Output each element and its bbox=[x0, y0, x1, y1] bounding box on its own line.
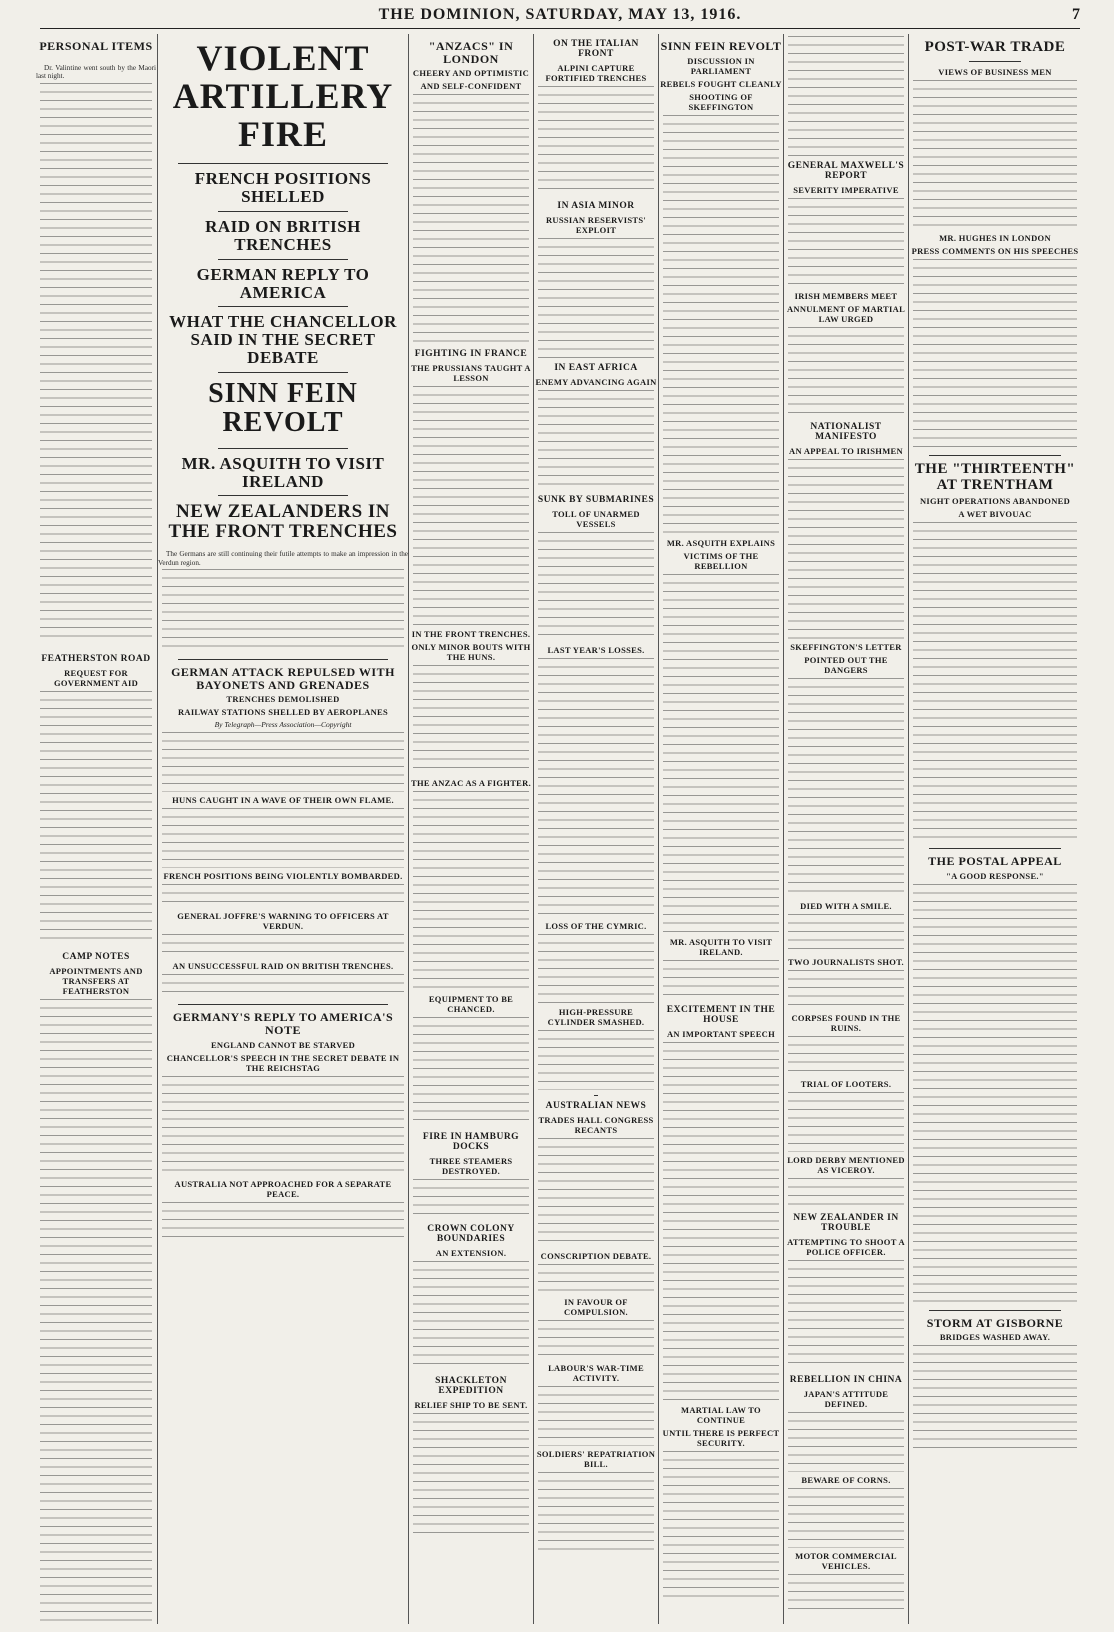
headline-maxwell-report: GENERAL MAXWELL'S REPORT bbox=[787, 161, 905, 181]
text-block bbox=[538, 86, 654, 196]
headline-french-positions: FRENCH POSITIONS SHELLED bbox=[194, 169, 372, 207]
text-block bbox=[913, 884, 1077, 1304]
subheading-martial-law: MARTIAL LAW TO CONTINUE bbox=[681, 1404, 761, 1425]
subheading-front-trenches: IN THE FRONT TRENCHES. bbox=[411, 629, 531, 640]
text-block bbox=[788, 36, 904, 156]
text-block bbox=[538, 934, 654, 1004]
personal-items-heading: PERSONAL ITEMS bbox=[39, 39, 153, 53]
headline-storm-gisborne: STORM AT GISBORNE bbox=[926, 1315, 1064, 1330]
column-7 bbox=[908, 34, 1081, 1624]
subheading-rebels-fought: REBELS FOUGHT CLEANLY bbox=[660, 78, 782, 89]
divider bbox=[929, 848, 1061, 849]
subheading-joffre-warning: GENERAL JOFFRE'S WARNING TO OFFICERS AT VERDUN. bbox=[177, 911, 389, 932]
text-block bbox=[663, 960, 779, 1000]
text-block bbox=[538, 532, 654, 642]
text-block bbox=[663, 115, 779, 535]
subheading-unsuccessful-raid: AN UNSUCCESSFUL RAID ON BRITISH TRENCHES. bbox=[172, 961, 394, 972]
text-block bbox=[162, 974, 404, 998]
headline-rebellion-china: REBELLION IN CHINA bbox=[789, 1374, 903, 1385]
text-block bbox=[162, 569, 404, 653]
text-block bbox=[538, 1320, 654, 1360]
subheading-asquith-explains: MR. ASQUITH EXPLAINS bbox=[666, 537, 776, 548]
text-block bbox=[413, 665, 529, 775]
personal-items-intro: Dr. Valintine went south by the Maori last night. bbox=[36, 63, 156, 81]
divider bbox=[594, 1095, 598, 1096]
subheading-relief-ship: RELIEF SHIP TO BE SENT. bbox=[414, 1399, 528, 1410]
text-block bbox=[788, 1036, 904, 1076]
subheading-last-year-losses: LAST YEAR'S LOSSES. bbox=[547, 644, 645, 655]
text-block bbox=[40, 691, 152, 941]
masthead-title: THE DOMINION, SATURDAY, MAY 13, 1916. bbox=[378, 6, 742, 23]
subheading-french-bombarded: FRENCH POSITIONS BEING VIOLENTLY BOMBARDED. bbox=[163, 871, 403, 882]
text-block bbox=[413, 791, 529, 991]
text-block bbox=[788, 327, 904, 417]
text-block bbox=[788, 970, 904, 1010]
camp-notes-subheading: APPOINTMENTS AND TRANSFERS AT FEATHERSTON bbox=[49, 965, 143, 996]
text-block bbox=[788, 914, 904, 954]
headline-fighting-france: FIGHTING IN FRANCE bbox=[414, 349, 528, 360]
subheading-severity: SEVERITY IMPERATIVE bbox=[793, 184, 899, 195]
text-block bbox=[538, 1030, 654, 1090]
text-block bbox=[40, 83, 152, 643]
subheading-wet-bivouac: A WET BIVOUAC bbox=[958, 509, 1032, 520]
subheading-self-confident: AND SELF-CONFIDENT bbox=[420, 81, 522, 92]
headline-nz-trouble: NEW ZEALANDER IN TROUBLE bbox=[793, 1212, 899, 1233]
text-block bbox=[162, 934, 404, 958]
subheading-trenches-demolished: TRENCHES DEMOLISHED bbox=[226, 694, 340, 705]
divider bbox=[929, 455, 1061, 456]
subheading-died-smile: DIED WITH A SMILE. bbox=[800, 900, 892, 911]
text-block bbox=[538, 1472, 654, 1552]
subheading-huns-flame: HUNS CAUGHT IN A WAVE OF THEIR OWN FLAME. bbox=[172, 795, 394, 806]
subheading-looters: TRIAL OF LOOTERS. bbox=[800, 1078, 892, 1089]
subheading-business-men: VIEWS OF BUSINESS MEN bbox=[938, 66, 1052, 77]
divider bbox=[218, 211, 348, 212]
headline-german-attack: GERMAN ATTACK REPULSED WITH BAYONETS AND GRENADES bbox=[171, 665, 395, 692]
subheading-trades-hall: TRADES HALL CONGRESS RECANTS bbox=[538, 1114, 654, 1135]
subheading-repatriation: SOLDIERS' REPATRIATION BILL. bbox=[536, 1448, 656, 1469]
featherston-heading: FEATHERSTON ROAD bbox=[41, 653, 151, 664]
subheading-press-comments: PRESS COMMENTS ON HIS SPEECHES bbox=[911, 245, 1079, 256]
divider bbox=[178, 163, 388, 164]
divider bbox=[218, 306, 348, 307]
headline-nationalist-manifesto: NATIONALIST MANIFESTO bbox=[810, 421, 882, 442]
subheading-skeffington-letter: SKEFFINGTON'S LETTER bbox=[790, 641, 902, 652]
camp-notes-heading: CAMP NOTES bbox=[62, 951, 130, 962]
column-2 bbox=[157, 34, 408, 1624]
subheading-japan: JAPAN'S ATTITUDE DEFINED. bbox=[803, 1388, 889, 1409]
headline-german-reply: GERMAN REPLY TO AMERICA bbox=[196, 264, 370, 302]
featherston-subheading: REQUEST FOR GOVERNMENT AID bbox=[53, 667, 139, 688]
text-block bbox=[538, 1138, 654, 1248]
text-block bbox=[913, 1345, 1077, 1455]
headline-thirteenth-trentham: THE "THIRTEENTH" AT TRENTHAM bbox=[914, 460, 1076, 493]
text-block bbox=[788, 1488, 904, 1548]
text-block bbox=[538, 658, 654, 918]
headline-excitement-house: EXCITEMENT IN THE HOUSE bbox=[666, 1004, 776, 1025]
text-block bbox=[413, 386, 529, 626]
subheading-annulment: ANNULMENT OF MARTIAL LAW URGED bbox=[786, 303, 906, 324]
headline-germany-reply: GERMANY'S REPLY TO AMERICA'S NOTE bbox=[172, 1010, 394, 1038]
text-block bbox=[788, 1574, 904, 1614]
divider bbox=[218, 495, 348, 496]
subheading-journalists: TWO JOURNALISTS SHOT. bbox=[788, 956, 904, 967]
subheading-compulsion: IN FAVOUR OF COMPULSION. bbox=[564, 1296, 628, 1317]
subheading-perfect-security: UNTIL THERE IS PERFECT SECURITY. bbox=[662, 1427, 780, 1448]
subheading-conscription: CONSCRIPTION DEBATE. bbox=[540, 1250, 652, 1261]
subheading-labour-activity: LABOUR'S WAR-TIME ACTIVITY. bbox=[548, 1362, 644, 1383]
text-block bbox=[788, 459, 904, 639]
subheading-extension: AN EXTENSION. bbox=[435, 1248, 507, 1259]
text-block bbox=[788, 678, 904, 898]
headline-east-africa: IN EAST AFRICA bbox=[554, 362, 638, 373]
text-block bbox=[913, 522, 1077, 842]
text-block bbox=[788, 1412, 904, 1472]
text-block bbox=[913, 80, 1077, 230]
subheading-police-officer: ATTEMPTING TO SHOOT A POLICE OFFICER. bbox=[787, 1236, 905, 1257]
headline-sunk-submarines: SUNK BY SUBMARINES bbox=[537, 494, 655, 505]
divider bbox=[929, 1310, 1061, 1311]
headline-sinn-fein-revolt: SINN FEIN REVOLT bbox=[208, 377, 358, 439]
text-block bbox=[788, 198, 904, 288]
text-block bbox=[663, 574, 779, 934]
text-block bbox=[162, 1076, 404, 1176]
divider bbox=[218, 372, 348, 373]
text-block bbox=[538, 390, 654, 490]
page-number: 7 bbox=[1072, 6, 1080, 23]
subheading-good-response: "A GOOD RESPONSE." bbox=[946, 870, 1044, 881]
headline-violent-artillery-fire: VIOLENT ARTILLERY FIRE bbox=[172, 38, 394, 154]
subheading-motor-vehicles: MOTOR COMMERCIAL VEHICLES. bbox=[795, 1550, 897, 1571]
text-block bbox=[413, 1179, 529, 1219]
subheading-railway-stations: RAILWAY STATIONS SHELLED BY AEROPLANES bbox=[177, 707, 389, 718]
headline-crown-colony: CROWN COLONY BOUNDARIES bbox=[427, 1224, 515, 1245]
headline-raid-british-trenches: RAID ON BRITISH TRENCHES bbox=[205, 217, 361, 254]
subheading-russian-reservists: RUSSIAN RESERVISTS' EXPLOIT bbox=[545, 214, 647, 235]
text-block bbox=[788, 1260, 904, 1370]
column-1 bbox=[36, 34, 156, 1624]
headline-post-war-trade: POST-WAR TRADE bbox=[924, 39, 1066, 55]
text-block bbox=[913, 259, 1077, 449]
subheading-anzac-fighter: THE ANZAC AS A FIGHTER. bbox=[410, 778, 532, 789]
text-block bbox=[663, 1451, 779, 1601]
headline-postal-appeal: THE POSTAL APPEAL bbox=[928, 854, 1062, 869]
subheading-parliament: DISCUSSION IN PARLIAMENT bbox=[687, 55, 755, 76]
subheading-night-operations: NIGHT OPERATIONS ABANDONED bbox=[919, 496, 1071, 507]
divider bbox=[218, 448, 348, 449]
lead-paragraph: The Germans are still continuing their futile attempts to make an impression in the Verdun region. bbox=[158, 550, 408, 567]
subheading-irish-members: IRISH MEMBERS MEET bbox=[794, 290, 898, 301]
subheading-alpini: ALPINI CAPTURE FORTIFIED TRENCHES bbox=[545, 62, 647, 83]
headline-new-zealanders: NEW ZEALANDERS IN THE FRONT TRENCHES bbox=[168, 501, 398, 543]
divider bbox=[218, 259, 348, 260]
subheading-enemy-advancing: ENEMY ADVANCING AGAIN bbox=[535, 376, 657, 387]
text-block bbox=[538, 238, 654, 358]
column-3 bbox=[408, 34, 533, 1624]
subheading-cylinder: HIGH-PRESSURE CYLINDER SMASHED. bbox=[547, 1006, 645, 1027]
subheading-important-speech: AN IMPORTANT SPEECH bbox=[666, 1028, 776, 1039]
subheading-appeal-irishmen: AN APPEAL TO IRISHMEN bbox=[789, 445, 903, 456]
subheading-cymric: LOSS OF THE CYMRIC. bbox=[545, 920, 647, 931]
subheading-hughes-london: MR. HUGHES IN LONDON bbox=[939, 232, 1051, 243]
subheading-victims: VICTIMS OF THE REBELLION bbox=[683, 550, 759, 571]
subheading-minor-bouts: ONLY MINOR BOUTS WITH THE HUNS. bbox=[411, 642, 531, 663]
text-block bbox=[538, 1264, 654, 1294]
column-5 bbox=[658, 34, 783, 1624]
subheading-lord-derby: LORD DERBY MENTIONED AS VICEROY. bbox=[787, 1154, 905, 1175]
headline-asia-minor: IN ASIA MINOR bbox=[557, 200, 635, 211]
headline-hamburg-fire: FIRE IN HAMBURG DOCKS bbox=[422, 1132, 520, 1153]
text-block bbox=[162, 1202, 404, 1242]
subheading-skeffington: SHOOTING OF SKEFFINGTON bbox=[688, 91, 754, 112]
masthead bbox=[40, 6, 1080, 29]
subheading-corpses: CORPSES FOUND IN THE RUINS. bbox=[791, 1012, 901, 1033]
text-block bbox=[788, 1092, 904, 1152]
divider bbox=[178, 659, 388, 660]
text-block bbox=[663, 1042, 779, 1402]
subheading-england-cannot-be-starved: ENGLAND CANNOT BE STARVED bbox=[210, 1039, 356, 1050]
text-block bbox=[162, 732, 404, 792]
column-4 bbox=[533, 34, 658, 1624]
subheading-australia-peace: AUSTRALIA NOT APPROACHED FOR A SEPARATE PEACE. bbox=[174, 1178, 392, 1199]
text-block bbox=[413, 94, 529, 344]
subheading-asquith-visit: MR. ASQUITH TO VISIT IRELAND. bbox=[669, 936, 773, 957]
subheading-bridges: BRIDGES WASHED AWAY. bbox=[939, 1332, 1051, 1343]
headline-sinn-fein-revolt-2: SINN FEIN REVOLT bbox=[660, 39, 782, 53]
divider bbox=[969, 61, 1021, 62]
subheading-chancellor-speech: CHANCELLOR'S SPEECH IN THE SECRET DEBATE IN THE REICHSTAG bbox=[166, 1052, 400, 1073]
headline-chancellor-debate: WHAT THE CHANCELLOR SAID IN THE SECRET DEBATE bbox=[169, 312, 397, 368]
headline-australian-news: AUSTRALIAN NEWS bbox=[545, 1100, 647, 1111]
subheading-cheery: CHEERY AND OPTIMISTIC bbox=[412, 68, 530, 79]
subheading-dangers: POINTED OUT THE DANGERS bbox=[804, 654, 888, 675]
divider bbox=[178, 1004, 388, 1005]
text-block bbox=[162, 884, 404, 908]
headline-italian-front: ON THE ITALIAN FRONT bbox=[553, 39, 639, 59]
headline-anzacs-london: "ANZACS" IN LONDON bbox=[428, 39, 514, 66]
text-block bbox=[538, 1386, 654, 1446]
text-block bbox=[788, 1178, 904, 1208]
text-block bbox=[162, 808, 404, 868]
column-6 bbox=[783, 34, 908, 1624]
subheading-steamers: THREE STEAMERS DESTROYED. bbox=[429, 1156, 513, 1177]
headline-shackleton: SHACKLETON EXPEDITION bbox=[435, 1376, 507, 1396]
subheading-equipment: EQUIPMENT TO BE CHANCED. bbox=[428, 994, 514, 1015]
subheading-toll-vessels: TOLL OF UNARMED VESSELS bbox=[552, 508, 640, 529]
subheading-prussians: THE PRUSSIANS TAUGHT A LESSON bbox=[411, 363, 531, 384]
text-block bbox=[413, 1261, 529, 1371]
text-block bbox=[40, 999, 152, 1625]
byline: By Telegraph—Press Association—Copyright bbox=[214, 720, 352, 730]
subheading-corns: BEWARE OF CORNS. bbox=[801, 1474, 891, 1485]
text-block bbox=[413, 1017, 529, 1127]
headline-asquith-ireland: MR. ASQUITH TO VISIT IRELAND bbox=[181, 453, 385, 491]
text-block bbox=[413, 1413, 529, 1533]
